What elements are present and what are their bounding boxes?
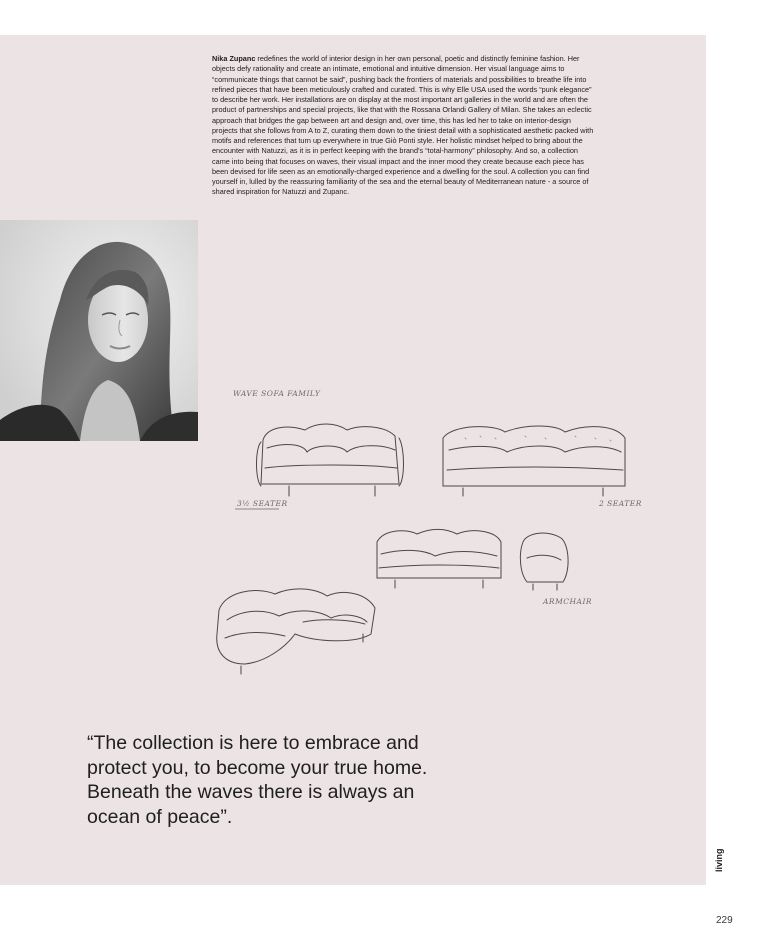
portrait-photo xyxy=(0,220,198,441)
article-text: redefines the world of interior design in her own personal, poetic and distinctly feminine fashion. Her objects defy rationality and create an intimate, emotional and intuitive dimension. Her visual language aims to “communicate things that cannot be said”, pushing back the frontiers of materials and possibilities to breathe life into refined pieces that have been meticulously crafted and curated. This is why Elle USA used the words “punk elegance” to describe her work. Her installations are on display at the most important art galleries in the world and are often the product of partnerships and special projects, like that with the Rossana Orlandi Gallery of Milan. She takes an eclectic approach that bridges the gap between art and design and, over time, this has led her to take on interior-design projects that she follows from A to Z, curating them down to the tiniest detail with a sophisticated aesthetic packed with motifs and references that turn up everywhere in true Giò Ponti style. Her holistic mindset helped to bring about the encounter with Natuzzi, as it is in perfect keeping with the brand’s “total-harmony” philosophy. And so, a collection came into being that focuses on waves, their visual impact and the inner mood they create because each piece has been devised for life seen as an emotionally-charged experience and a dwelling for the soul. A collection you can find yourself in, lulled by the reassuring familiarity of the sea and the eternal beauty of Mediterranean nature - a source of shared inspiration for Natuzzi and Zupanc. xyxy=(212,54,594,197)
sketch-title: WAVE SOFA FAMILY xyxy=(233,389,321,398)
sofa-sketch-small xyxy=(377,530,501,589)
sketch-label-armchair: ARMCHAIR xyxy=(543,597,593,606)
portrait-illustration xyxy=(0,220,198,441)
sofa-sketch-large xyxy=(257,424,404,496)
page-number: 229 xyxy=(716,915,733,926)
sketch-label-medium: 2 SEATER xyxy=(599,499,642,508)
sofa-sketch-medium xyxy=(443,426,625,496)
article-body xyxy=(212,54,596,198)
curved-sofa-sketch xyxy=(217,589,375,674)
section-label: living xyxy=(714,848,724,872)
armchair-sketch xyxy=(520,533,568,590)
sketch-label-large: 3½ SEATER xyxy=(237,499,288,508)
sofa-sketches xyxy=(205,372,675,682)
pull-quote: “The collection is here to embrace and protect you, to become your true home. Beneath the waves there is always an ocean of peace”. xyxy=(87,732,428,828)
author-name: Nika Zupanc xyxy=(212,54,256,63)
